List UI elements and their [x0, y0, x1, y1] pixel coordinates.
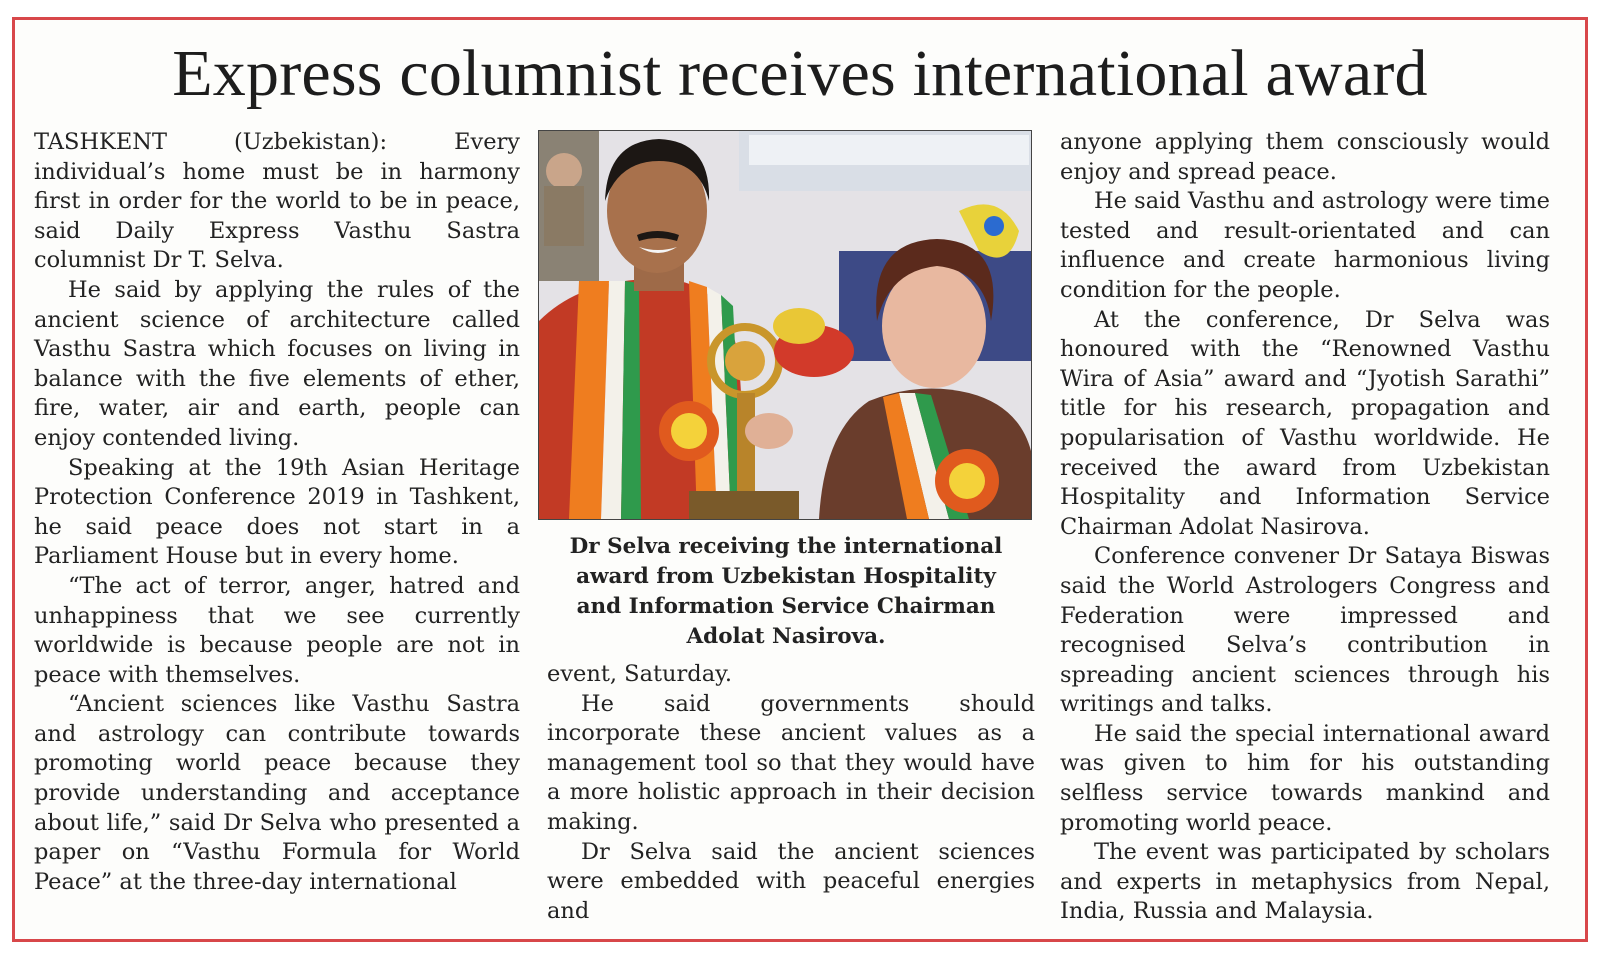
paragraph: “Ancient sciences like Vasthu Sastra and astrology can contribute towards promoting world peace because they provide understanding and acceptance about life,” said Dr Selva who presented a paper on “Vasthu Formula for World Peace” at the three-day international	[34, 691, 520, 895]
paragraph: Speaking at the 19th Asian Heritage Protection Conference 2019 in Tashkent, he said peace does not start in a Parliament House but in every home.	[34, 454, 520, 570]
award-photo	[538, 130, 1032, 520]
paragraph: Dr Selva said the ancient sciences were embedded with peaceful energies and	[547, 838, 1035, 924]
column-3	[1060, 128, 1550, 927]
headline: Express columnist receives international award	[172, 37, 1428, 110]
paragraph: He said the special international award was given to him for his outstanding selfless service towards mankind and promoting world peace.	[1060, 720, 1550, 836]
paragraph: He said Vasthu and astrology were time tested and result-orientated and can influence and create harmonious living condition for the people.	[1060, 188, 1550, 303]
paragraph: event, Saturday.	[547, 661, 732, 687]
photo-caption: Dr Selva receiving the international award from Uzbekistan Hospitality and Information Service Chairman Adolat Nasirova.	[569, 534, 1003, 649]
column-1	[34, 128, 520, 897]
paragraph: anyone applying them consciously would enjoy and spread peace.	[1060, 129, 1550, 185]
paragraph: He said governments should incorporate these ancient values as a management tool so that they would have a more holistic approach in their decision making.	[547, 690, 1035, 835]
column-2	[547, 660, 1035, 926]
paragraph: Conference convener Dr Sataya Biswas said the World Astrologers Congress and Federation were impressed and recognised Selva’s contribution in spreading ancient sciences through his writings and talks.	[1060, 543, 1550, 718]
paragraph: At the conference, Dr Selva was honoured with the “Renowned Vasthu Wira of Asia” award and “Jyotish Sarathi” title for his research, propagation and popularisation of Vasthu worldwide. He received the award from Uzbekistan Hospitality and Information Service Chairman Adolat Nasirova.	[1060, 306, 1550, 540]
paragraph: TASHKENT (Uzbekistan): Every individual’s home must be in harmony first in order for the world to be in peace, said Daily Express Vasthu Sastra columnist Dr T. Selva.	[34, 129, 520, 274]
paragraph: He said by applying the rules of the ancient science of architecture called Vasthu Sastra which focuses on living in balance with the five elements of ether, fire, water, air and earth, people can enjoy contended living.	[34, 276, 520, 451]
paragraph: The event was participated by scholars and experts in metaphysics from Nepal, India, Russia and Malaysia.	[1060, 839, 1550, 925]
article-frame	[12, 17, 1588, 942]
paragraph: “The act of terror, anger, hatred and unhappiness that we see currently worldwide is because people are not in peace with themselves.	[34, 572, 520, 688]
